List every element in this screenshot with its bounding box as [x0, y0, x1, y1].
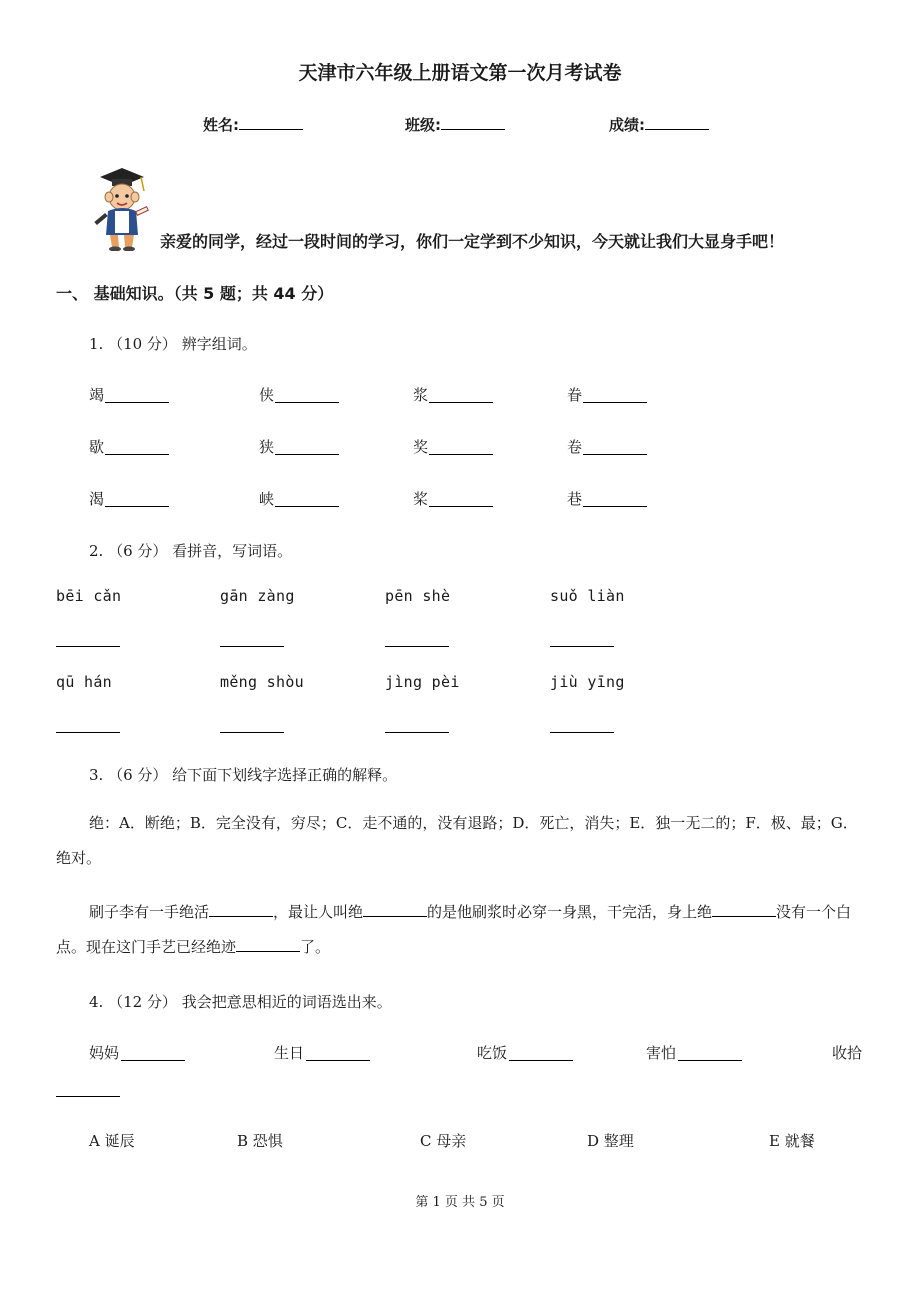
q1-answer-blank[interactable] [583, 506, 647, 507]
q1-char: 竭 [89, 386, 105, 404]
q1-char: 浆 [413, 386, 429, 404]
q1-answer-blank[interactable] [275, 454, 339, 455]
q4-choice: C 母亲 [420, 1132, 467, 1150]
q3-sentence-part: 的是他刷浆时必穿一身黑，干完活，身上绝 [427, 903, 713, 921]
q4-word: 吃饭 [477, 1044, 508, 1062]
q1-answer-blank[interactable] [275, 402, 339, 403]
q3-sentence [56, 895, 871, 965]
q3-answer-blank[interactable] [209, 901, 273, 917]
q2-answer-blank[interactable] [56, 646, 120, 647]
page-footer: 第 1 页 共 5 页 [415, 1195, 505, 1210]
q1-answer-blank[interactable] [429, 506, 493, 507]
section-heading: 一、 基础知识。（共 5 题；共 44 分） [56, 284, 334, 303]
question-2-header: 2. （6 分） 看拼音，写词语。 [89, 542, 293, 560]
q2-pinyin: pēn shè [385, 587, 451, 605]
q3-sentence-part: 刷子李有一手绝活 [89, 903, 210, 921]
q3-answer-blank[interactable] [236, 936, 300, 952]
q2-answer-blank[interactable] [550, 732, 614, 733]
q2-answer-blank[interactable] [220, 646, 284, 647]
class-field [405, 114, 505, 135]
q2-pinyin: jìng pèi [385, 673, 460, 691]
q2-answer-blank[interactable] [385, 646, 449, 647]
class-label: 班级: [405, 116, 441, 134]
q4-choice: D 整理 [587, 1132, 634, 1150]
score-blank[interactable] [645, 114, 709, 130]
q1-answer-blank[interactable] [275, 506, 339, 507]
score-label: 成绩: [609, 116, 645, 134]
q2-answer-blank[interactable] [220, 732, 284, 733]
q1-char: 卷 [567, 438, 583, 456]
q1-answer-blank[interactable] [429, 454, 493, 455]
q3-answer-blank[interactable] [363, 901, 427, 917]
q4-choice: E 就餐 [769, 1132, 815, 1150]
q1-char: 眷 [567, 386, 583, 404]
question-1-header: 1. （10 分） 辨字组词。 [89, 335, 257, 353]
q4-answer-blank[interactable] [121, 1060, 185, 1061]
q1-char: 奖 [413, 438, 429, 456]
q4-word: 生日 [274, 1044, 305, 1062]
q2-pinyin: jiù yīng [550, 673, 625, 691]
name-field [203, 114, 303, 135]
q4-answer-blank[interactable] [56, 1096, 120, 1097]
q3-options: 绝：A．断绝；B．完全没有，穷尽；C．走不通的，没有退路；D．死亡，消失；E．独一无二的；F．极、最；G．绝对。 [56, 814, 858, 867]
q2-answer-blank[interactable] [385, 732, 449, 733]
q3-answer-blank[interactable] [712, 901, 776, 917]
q2-answer-blank[interactable] [56, 732, 120, 733]
q4-word: 害怕 [646, 1044, 677, 1062]
q3-sentence-part: 了。 [300, 938, 331, 956]
q2-answer-blank[interactable] [550, 646, 614, 647]
q2-pinyin: gān zàng [220, 587, 295, 605]
q4-word: 收拾 [832, 1044, 863, 1062]
q1-answer-blank[interactable] [105, 402, 169, 403]
graduate-mascot-icon [88, 165, 154, 251]
q2-pinyin: bēi cǎn [56, 587, 122, 605]
q4-choice: B 恐惧 [237, 1132, 283, 1150]
score-field [609, 114, 709, 135]
q1-char: 侠 [259, 386, 275, 404]
q4-answer-blank[interactable] [678, 1060, 742, 1061]
q3-sentence-part: 没有一个白点。现在这门手艺已经绝迹 [56, 903, 852, 956]
q2-pinyin: suǒ liàn [550, 587, 625, 605]
question-3-header: 3. （6 分） 给下面下划线字选择正确的解释。 [89, 766, 398, 784]
name-blank[interactable] [239, 114, 303, 130]
q2-pinyin: měng shòu [220, 673, 304, 691]
page-title: 天津市六年级上册语文第一次月考试卷 [298, 62, 622, 84]
name-label: 姓名: [203, 116, 239, 134]
q1-answer-blank[interactable] [583, 402, 647, 403]
q1-char: 桨 [413, 490, 429, 508]
q2-pinyin: qū hán [56, 673, 112, 691]
q3-sentence-part: ，最让人叫绝 [273, 903, 364, 921]
q4-word: 妈妈 [89, 1044, 120, 1062]
q1-char: 渴 [89, 490, 105, 508]
q1-char: 巷 [567, 490, 583, 508]
q4-choice: A 诞辰 [89, 1132, 135, 1150]
q1-char: 峡 [259, 490, 275, 508]
q1-answer-blank[interactable] [429, 402, 493, 403]
question-4-header: 4. （12 分） 我会把意思相近的词语选出来。 [89, 993, 392, 1011]
q1-answer-blank[interactable] [105, 454, 169, 455]
q1-char: 狭 [259, 438, 275, 456]
q1-answer-blank[interactable] [105, 506, 169, 507]
q1-answer-blank[interactable] [583, 454, 647, 455]
q1-char: 歇 [89, 438, 105, 456]
q4-answer-blank[interactable] [509, 1060, 573, 1061]
greeting-text: 亲爱的同学，经过一段时间的学习，你们一定学到不少知识，今天就让我们大显身手吧！ [160, 232, 785, 251]
class-blank[interactable] [441, 114, 505, 130]
q4-answer-blank[interactable] [306, 1060, 370, 1061]
